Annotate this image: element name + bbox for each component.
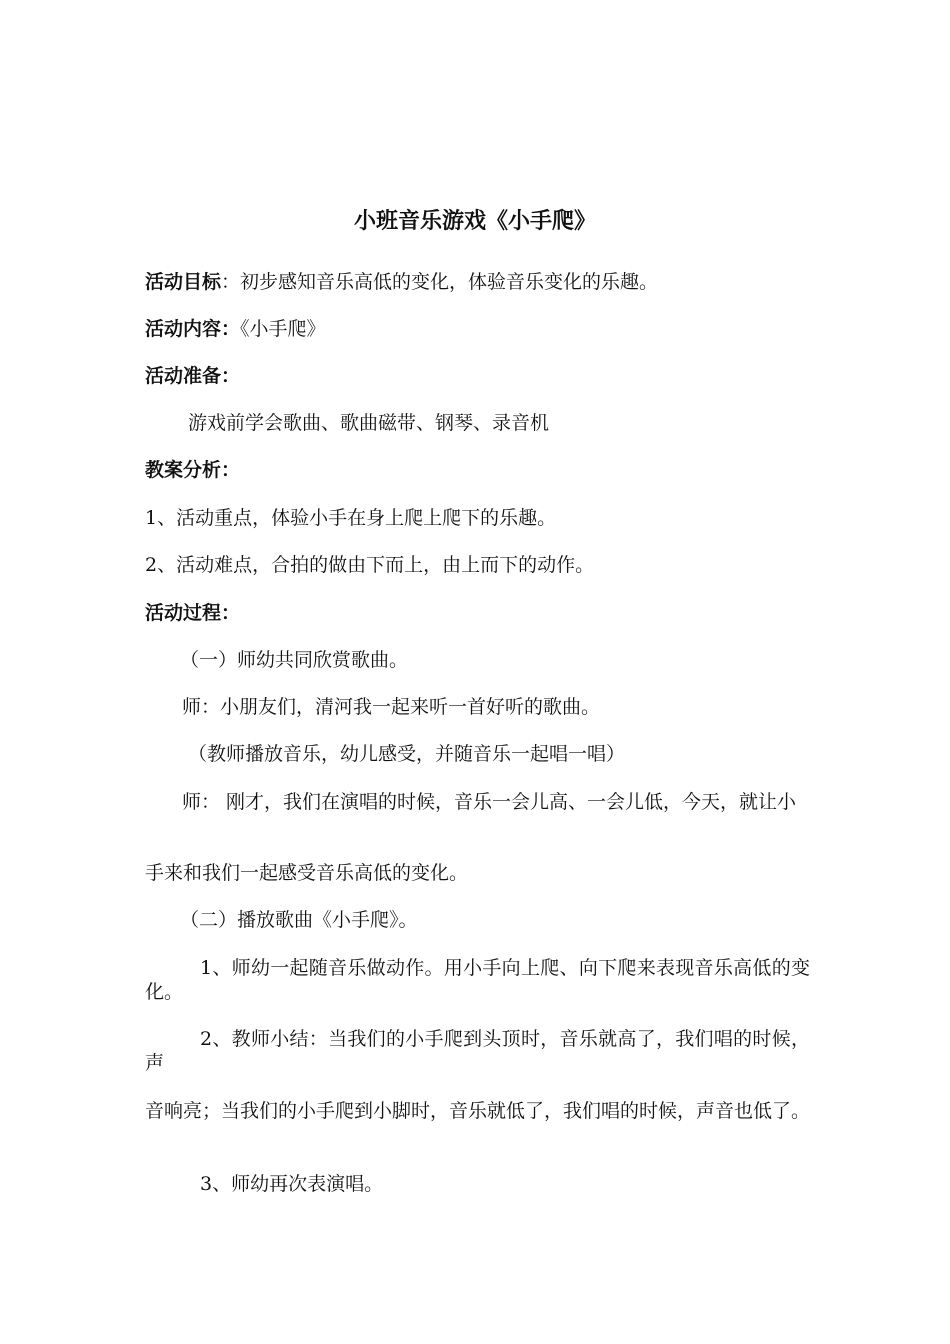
step2-title: （二）播放歌曲《小手爬》。 (180, 909, 418, 931)
step1-line2: （教师播放音乐，幼儿感受，并随音乐一起唱一唱） (188, 743, 626, 765)
step1-line3b: 手来和我们一起感受音乐高低的变化。 (145, 862, 469, 884)
activity-goal (145, 270, 810, 294)
activity-content-text: 《小手爬》 (240, 318, 326, 340)
step1-line3a: 师： 刚才，我们在演唱的时候，音乐一会儿高、一会儿低，今天，就让小 (182, 791, 797, 813)
step2-item2b: 音响亮；当我们的小手爬到小脚时，音乐就低了，我们唱的时候，声音也低了。 (145, 1100, 811, 1122)
step2-item3: 3、师幼再次表演唱。 (200, 1173, 384, 1195)
activity-goal-label: 活动目标 (145, 271, 222, 293)
step2-item2a: 2、教师小结：当我们的小手爬到头顶时，音乐就高了，我们唱的时候，声 (145, 1028, 810, 1074)
analysis-point-2: 2、活动难点，合拍的做由下而上，由上而下的动作。 (145, 554, 595, 576)
activity-process-label: 活动过程： (145, 602, 241, 624)
activity-preparation-label: 活动准备： (145, 365, 241, 387)
step1-line1: 师：小朋友们，清河我一起来听一首好听的歌曲。 (182, 696, 601, 718)
step1-title: （一）师幼共同欣赏歌曲。 (180, 649, 409, 671)
step2-item1: 1、师幼一起随音乐做动作。用小手向上爬、向下爬来表现音乐高低的变化。 (145, 957, 810, 1003)
document-title: 小班音乐游戏《小手爬》 (353, 209, 596, 234)
lesson-analysis-label: 教案分析： (145, 459, 241, 481)
activity-goal-text: ：初步感知音乐高低的变化，体验音乐变化的乐趣。 (221, 271, 659, 293)
activity-preparation-text: 游戏前学会歌曲、歌曲磁带、钢琴、录音机 (188, 412, 550, 434)
analysis-point-1: 1、活动重点，体验小手在身上爬上爬下的乐趣。 (145, 507, 557, 529)
activity-content (145, 317, 810, 341)
activity-content-label: 活动内容： (145, 318, 241, 340)
